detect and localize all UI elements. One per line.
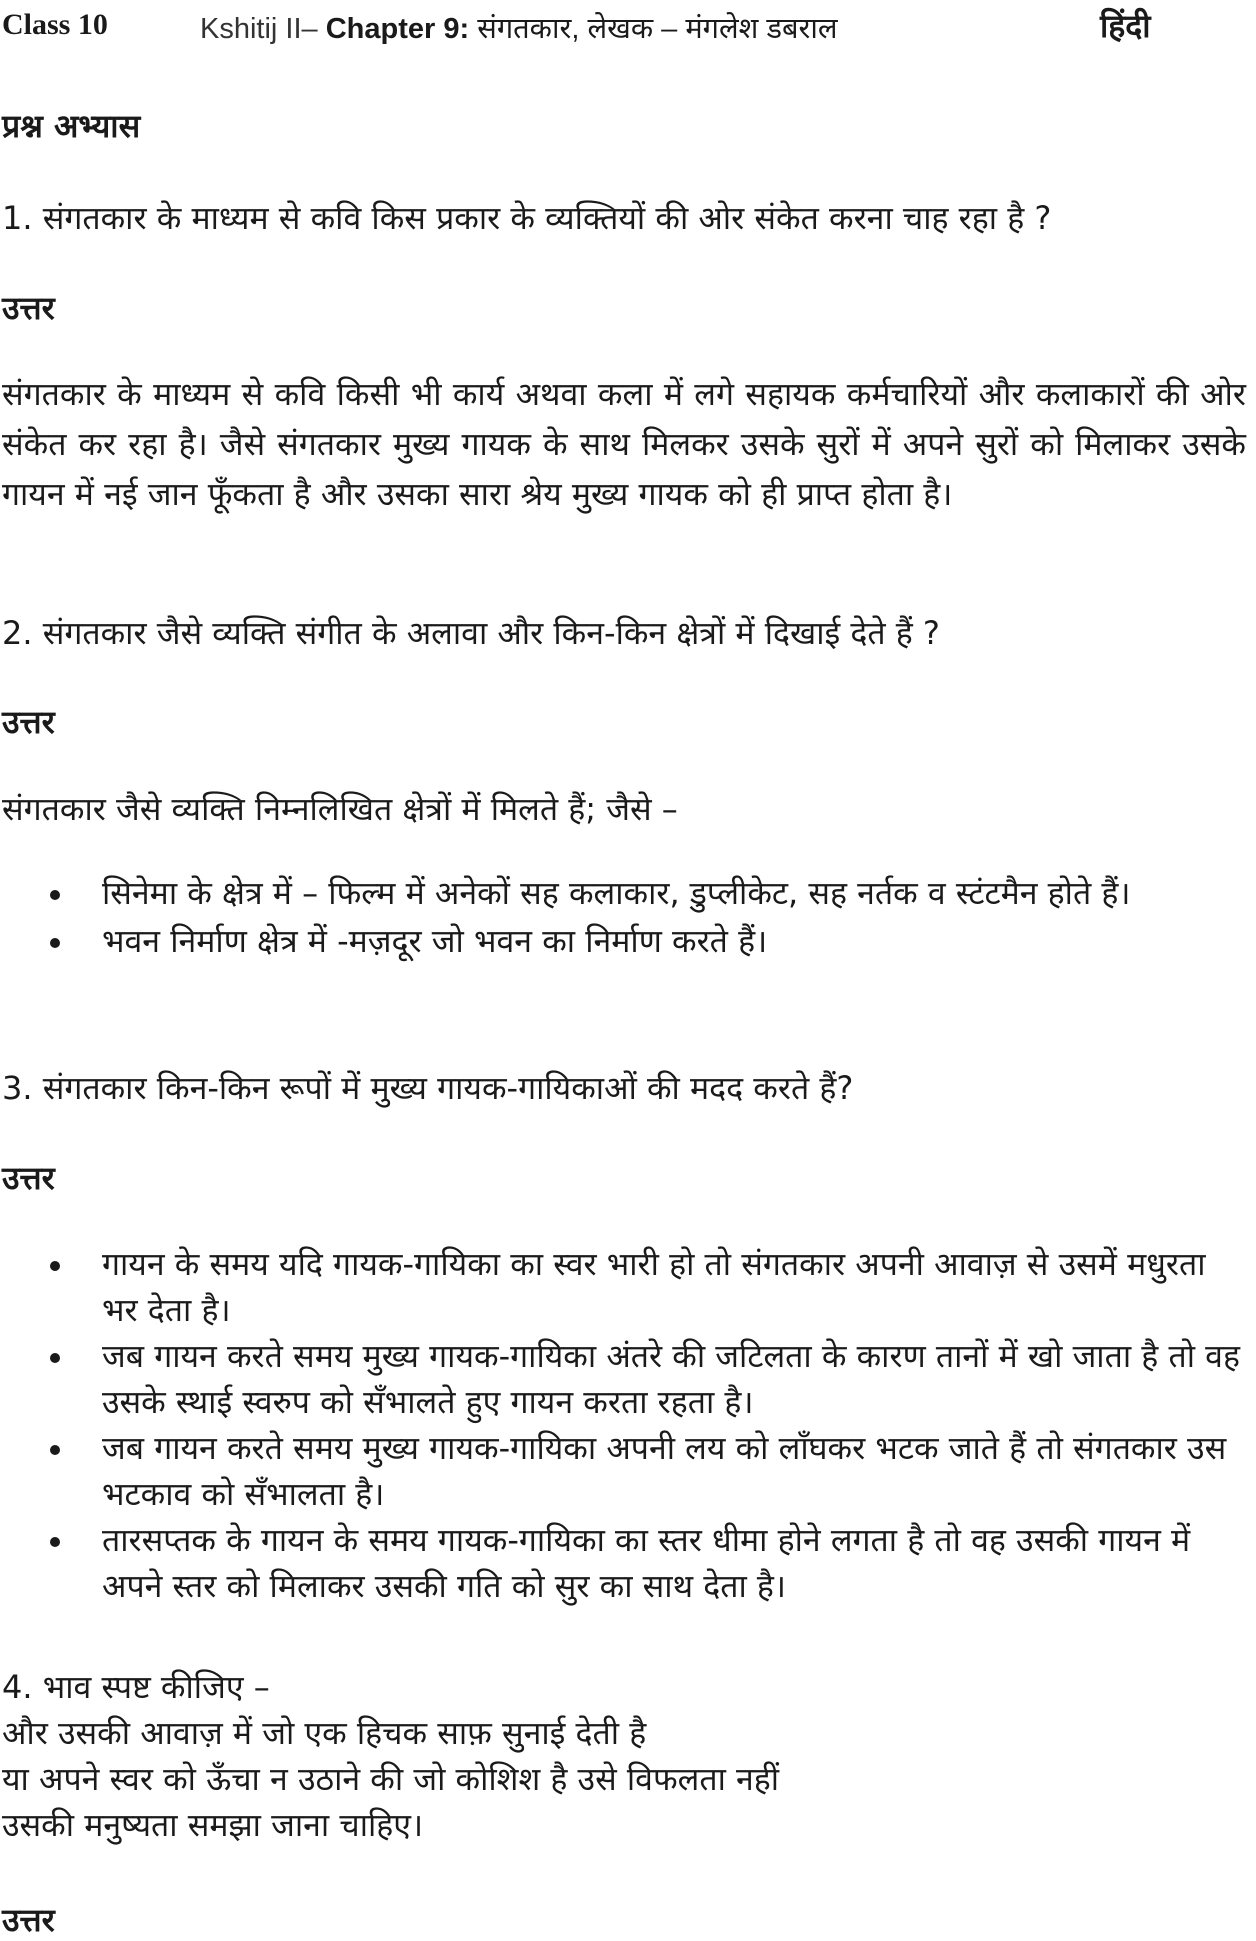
list-item: भवन निर्माण क्षेत्र में -मज़दूर जो भवन का निर्माण करते हैं। [2, 918, 1246, 964]
bullet-icon [50, 1261, 60, 1271]
bullet-icon [50, 1445, 60, 1455]
answer-2-list [2, 870, 1246, 964]
list-item: जब गायन करते समय मुख्य गायक-गायिका अपनी लय को लाँघकर भटक जाते हैं तो संगतकार उस भटकाव को सँभालता है। [2, 1425, 1246, 1517]
list-item: जब गायन करते समय मुख्य गायक-गायिका अंतरे की जटिलता के कारण तानों में खो जाता है तो वह उसके स्थाई स्वरुप को सँभालते हुए गायन करता रहता है। [2, 1333, 1246, 1425]
question-2: 2. संगतकार जैसे व्यक्ति संगीत के अलावा और किन-किन क्षेत्रों में दिखाई देते हैं ? [2, 614, 940, 652]
question-4: 4. भाव स्पष्ट कीजिए – [2, 1668, 270, 1706]
poem-line: उसकी मनुष्यता समझा जाना चाहिए। [2, 1806, 424, 1844]
question-3: 3. संगतकार किन-किन रूपों में मुख्य गायक-गायिकाओं की मदद करते हैं? [2, 1069, 854, 1107]
question-1: 1. संगतकार के माध्यम से कवि किस प्रकार के व्यक्तियों की ओर संकेत करना चाह रहा है ? [2, 199, 1052, 237]
answer-1-paragraph: संगतकार के माध्यम से कवि किसी भी कार्य अथवा कला में लगे सहायक कर्मचारियों और कलाकारों की ओर संकेत कर रहा है। जैसे संगतकार मुख्य गायक के साथ मिलकर उसके सुरों में अपने सुरों को मिलाकर उसके गायन में नई जान फूँकता है और उसका सारा श्रेय मुख्य गायक को ही प्राप्त होता है। [2, 375, 1246, 513]
answer-label-1: उत्तर [2, 289, 55, 327]
subject-label: हिंदी [1100, 7, 1151, 45]
answer-label-3: उत्तर [2, 1159, 55, 1197]
list-item: तारसप्तक के गायन के समय गायक-गायिका का स्तर धीमा होने लगता है तो वह उसकी गायन में अपने स्तर को मिलाकर उसकी गति को सुर का साथ देता है। [2, 1517, 1246, 1609]
book-name: Kshitij II– [200, 13, 318, 45]
poem-line: और उसकी आवाज़ में जो एक हिचक साफ़ सुनाई देती है [2, 1714, 647, 1752]
list-item: गायन के समय यदि गायक-गायिका का स्वर भारी हो तो संगतकार अपनी आवाज़ से उसमें मधुरता भर देता है। [2, 1241, 1246, 1333]
answer-3-list [2, 1241, 1246, 1609]
section-title: प्रश्न अभ्यास [2, 107, 141, 145]
poem-excerpt [2, 1710, 1246, 1848]
answer-label-2: उत्तर [2, 703, 55, 741]
answer-label-4: उत्तर [2, 1901, 55, 1939]
chapter-title: संगतकार, लेखक – मंगलेश डबराल [477, 13, 838, 45]
list-item: सिनेमा के क्षेत्र में – फिल्म में अनेकों सह कलाकार, डुप्लीकेट, सह नर्तक व स्टंटमैन होते हैं। [2, 870, 1246, 916]
answer-2-intro: संगतकार जैसे व्यक्ति निम्नलिखित क्षेत्रों में मिलते हैं; जैसे – [2, 790, 678, 828]
page-header [0, 4, 1256, 46]
chapter-heading [200, 8, 838, 47]
class-label: Class 10 [2, 8, 108, 41]
bullet-icon [50, 938, 60, 948]
bullet-icon [50, 890, 60, 900]
chapter-number: Chapter 9: [325, 13, 470, 45]
poem-line: या अपने स्वर को ऊँचा न उठाने की जो कोशिश है उसे विफलता नहीं [2, 1760, 780, 1798]
bullet-icon [50, 1353, 60, 1363]
bullet-icon [50, 1537, 60, 1547]
